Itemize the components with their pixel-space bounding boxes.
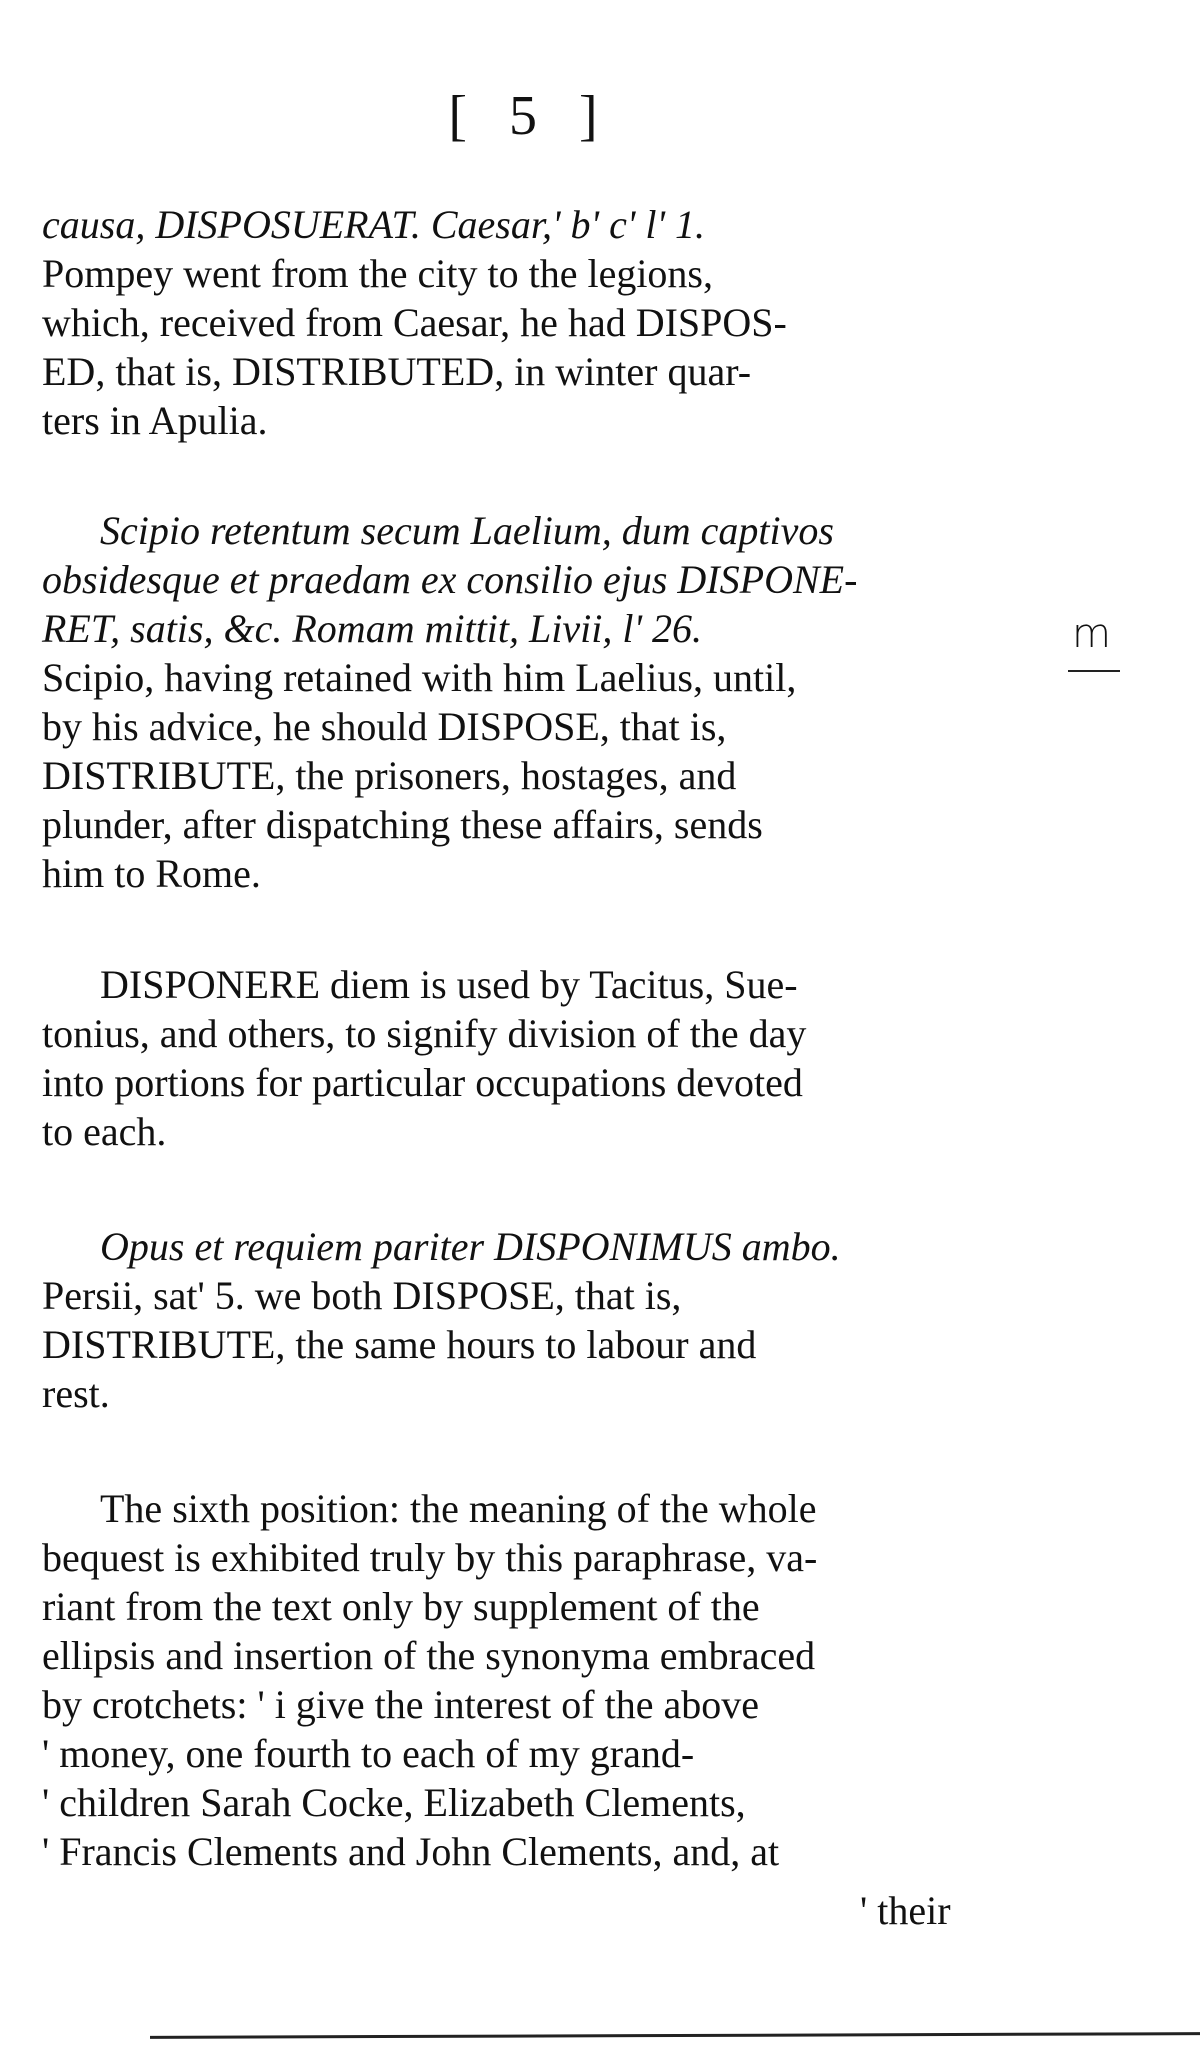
text-line: DISTRIBUTE, the prisoners, hostages, and <box>42 753 737 798</box>
text-line: Opus et requiem pariter DISPONIMUS ambo. <box>100 1224 841 1269</box>
catchword: ' their <box>860 1888 951 1933</box>
paragraph-disponere-diem <box>42 960 1032 1156</box>
paragraph-persius <box>42 1222 1032 1418</box>
paragraph-caesar <box>42 200 1032 445</box>
paragraph-scipio <box>42 506 1032 898</box>
text-line: Pompey went from the city to the legions, <box>42 251 713 296</box>
text-line: tonius, and others, to signify division of the day <box>42 1011 807 1056</box>
text-line: to each. <box>42 1109 167 1154</box>
margin-annotation: m <box>1072 611 1111 657</box>
text-line: which, received from Caesar, he had DISPOS- <box>42 300 787 345</box>
page-number: [ 5 ] <box>448 85 612 147</box>
text-line: by his advice, he should DISPOSE, that is, <box>42 704 727 749</box>
text-line: DISTRIBUTE, the same hours to labour and <box>42 1322 757 1367</box>
text-line: by crotchets: ' i give the interest of the above <box>42 1682 759 1727</box>
bottom-rule <box>150 2032 1200 2039</box>
text-line: rest. <box>42 1371 110 1416</box>
text-line: obsidesque et praedam ex consilio ejus DISPONE- <box>42 557 858 602</box>
text-line: bequest is exhibited truly by this paraphrase, va- <box>42 1535 818 1580</box>
text-line: The sixth position: the meaning of the whole <box>100 1486 817 1531</box>
text-line: Scipio, having retained with him Laelius, until, <box>42 655 797 700</box>
margin-annotation-underline <box>1068 670 1120 672</box>
text-line: into portions for particular occupations devoted <box>42 1060 803 1105</box>
text-line: Scipio retentum secum Laelium, dum captivos <box>100 508 834 553</box>
text-line: Persii, sat' 5. we both DISPOSE, that is, <box>42 1273 682 1318</box>
text-line: ' money, one fourth to each of my grand- <box>42 1731 695 1776</box>
text-line: causa, DISPOSUERAT. Caesar,' b' c' l' 1. <box>42 202 706 247</box>
text-line: plunder, after dispatching these affairs, sends <box>42 802 763 847</box>
text-line: ' Francis Clements and John Clements, and, at <box>42 1829 780 1874</box>
text-line: ellipsis and insertion of the synonyma embraced <box>42 1633 816 1678</box>
paragraph-sixth-position <box>42 1484 1032 1876</box>
text-line: ED, that is, DISTRIBUTED, in winter quar- <box>42 349 752 394</box>
text-line: RET, satis, &c. Romam mittit, Livii, l' 26. <box>42 606 703 651</box>
text-line: riant from the text only by supplement of the <box>42 1584 760 1629</box>
text-line: ters in Apulia. <box>42 398 268 443</box>
text-line: DISPONERE diem is used by Tacitus, Sue- <box>100 962 798 1007</box>
text-line: ' children Sarah Cocke, Elizabeth Clements, <box>42 1780 746 1825</box>
text-line: him to Rome. <box>42 851 261 896</box>
